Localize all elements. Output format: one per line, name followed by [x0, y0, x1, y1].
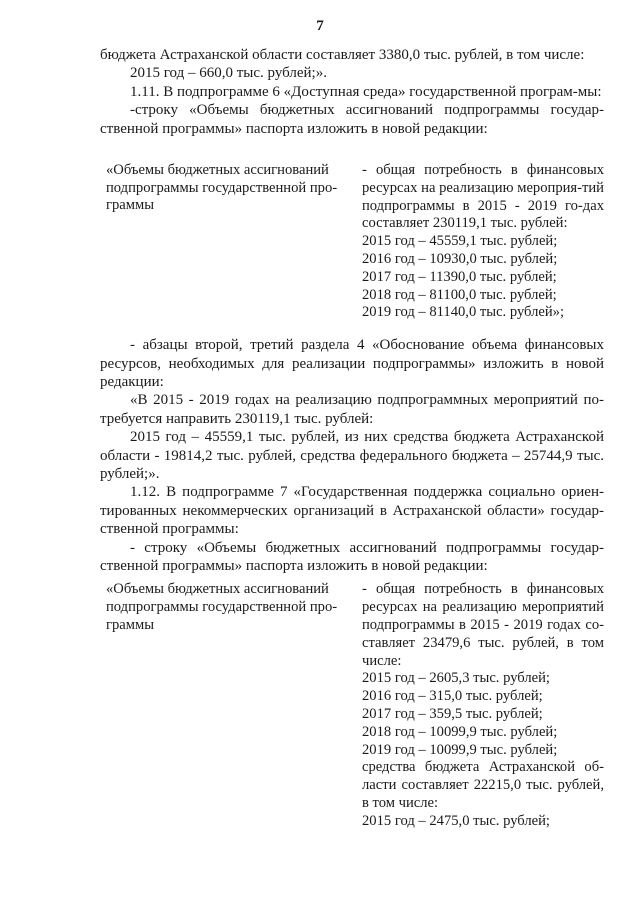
passport-table-1 — [100, 162, 604, 322]
paragraph-section-4-instruction: - абзацы второй, третий раздела 4 «Обоснование объема финансовых ресурсов, необходимых для реализации подпрограммы» изложить в новой редакции: — [100, 337, 604, 391]
passport-table-2-budget-2015: 2015 год – 2475,0 тыс. рублей; — [362, 812, 550, 829]
paragraph-row-instruction-2: - строку «Объемы бюджетных ассигнований подпрограммы государ-ственной программы» паспорта изложить в новой редакции: — [100, 539, 604, 575]
paragraph-budget-total: бюджета Астраханской области составляет 3380,0 тыс. рублей, в том числе: — [100, 47, 585, 63]
paragraph-section-4-2015: 2015 год – 45559,1 тыс. рублей, из них средства бюджета Астраханской области - 19814,2 тыс. рублей, средства федерального бюджета – 25744,9 тыс. рублей;». — [100, 429, 604, 483]
page-number: 7 — [316, 18, 324, 34]
passport-table-1-year-2018: 2018 год – 81100,0 тыс. рублей; — [362, 286, 557, 303]
passport-table-1-label: «Объемы бюджетных ассигнований подпрограммы государственной про-граммы — [106, 162, 338, 214]
passport-table-2-values — [362, 581, 604, 830]
paragraph-item-1-12: 1.12. В подпрограмме 7 «Государственная поддержка социально ориен-тированных некоммерческих организаций в Астраханской области» государ-ственной программы: — [100, 484, 604, 538]
passport-table-2-year-2019: 2019 год – 10099,9 тыс. рублей; — [362, 741, 558, 758]
paragraph-2015-amount: 2015 год – 660,0 тыс. рублей;». — [130, 65, 327, 82]
passport-table-2-year-2017: 2017 год – 359,5 тыс. рублей; — [362, 706, 543, 723]
paragraph-section-4-total: «В 2015 - 2019 годах на реализацию подпрограммных мероприятий по-требуется направить 230119,1 тыс. рублей: — [100, 392, 604, 427]
passport-table-2-intro: - общая потребность в финансовых ресурсах на реализацию мероприятий подпрограммы в 2015 - 2019 годах со-ставляет 23479,6 тыс. рублей, в том числе: — [362, 581, 604, 669]
passport-table-1-year-2016: 2016 год – 10930,0 тыс. рублей; — [362, 251, 558, 268]
passport-table-1-intro: - общая потребность в финансовых ресурсах на реализацию мероприя-тий подпрограммы в 2015 - 2019 го-дах составляет 230119,1 тыс. рублей: — [362, 162, 604, 232]
paragraph-row-instruction-1: -строку «Объемы бюджетных ассигнований подпрограммы государ-ственной программы» паспорта изложить в новой редакции: — [100, 102, 604, 137]
passport-table-2-budget: средства бюджета Астраханской об-ласти составляет 22215,0 тыс. рублей, в том числе: — [362, 759, 604, 812]
passport-table-2 — [100, 581, 604, 830]
passport-table-1-year-2017: 2017 год – 11390,0 тыс. рублей; — [362, 268, 557, 285]
document-body — [100, 46, 604, 831]
passport-table-1-year-2015: 2015 год – 45559,1 тыс. рублей; — [362, 233, 558, 250]
passport-table-2-year-2018: 2018 год – 10099,9 тыс. рублей; — [362, 723, 558, 740]
passport-table-1-values — [362, 162, 604, 322]
paragraph-item-1-11: 1.11. В подпрограмме 6 «Доступная среда» государственной програм-мы: — [130, 83, 602, 100]
passport-table-2-year-2016: 2016 год – 315,0 тыс. рублей; — [362, 688, 543, 705]
passport-table-1-year-2019: 2019 год – 81140,0 тыс. рублей»; — [362, 304, 565, 321]
passport-table-2-label: «Объемы бюджетных ассигнований подпрограммы государственной про-граммы — [106, 581, 338, 633]
passport-table-2-year-2015: 2015 год – 2605,3 тыс. рублей; — [362, 670, 550, 687]
